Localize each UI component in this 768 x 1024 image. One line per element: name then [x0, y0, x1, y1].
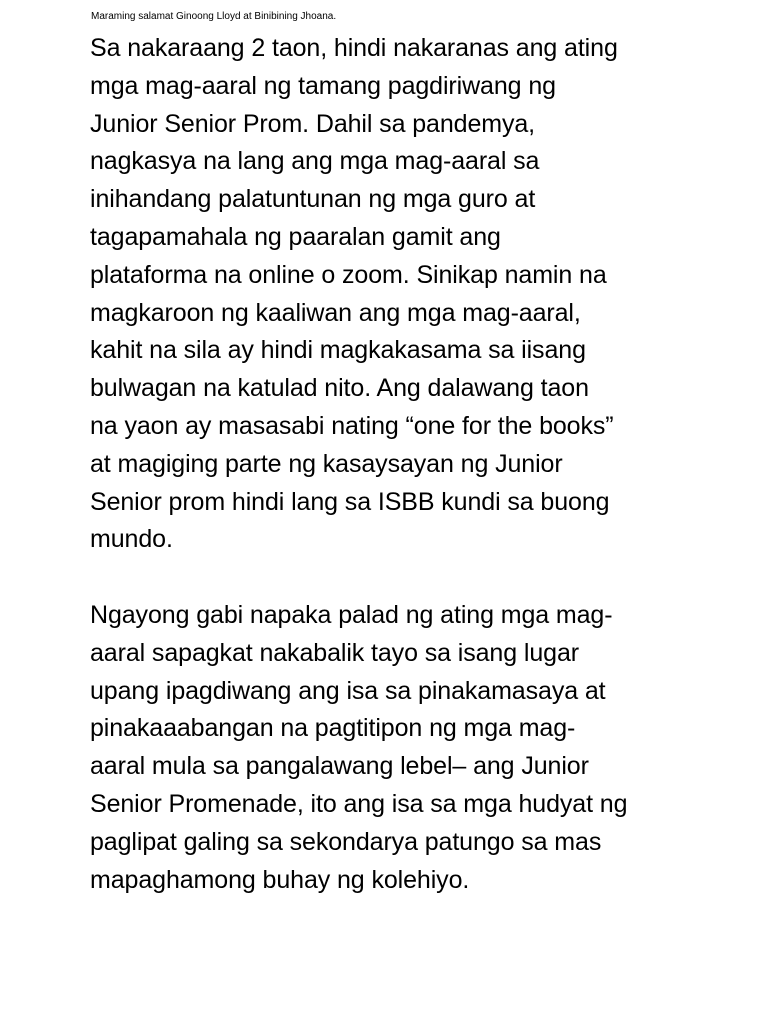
text-line: pinakaaabangan na pagtitipon ng mga mag- [90, 714, 576, 743]
text-line: Junior Senior Prom. Dahil sa pandemya, [90, 109, 536, 138]
text-line: Sa nakaraang 2 taon, hindi nakaranas ang ating [90, 34, 618, 62]
text-line: paglipat galing sa sekondarya patungo sa mas [90, 827, 602, 856]
text-line: aaral mula sa pangalawang lebel– ang Junior [90, 752, 589, 781]
text-line: Senior prom hindi lang sa ISBB kundi sa buong [90, 487, 610, 516]
text-line: aaral sapagkat nakabalik tayo sa isang lugar [90, 638, 579, 667]
text-line: magkaroon ng kaaliwan ang mga mag-aaral, [90, 298, 581, 327]
paragraph-1 [90, 30, 700, 559]
text-line: tagapamahala ng paaralan gamit ang [90, 222, 501, 251]
text-line: mundo. [90, 525, 173, 554]
text-line: na yaon ay masasabi nating “one for the books” [90, 411, 614, 440]
header-note: Maraming salamat Ginoong Lloyd at Binibining Jhoana. [91, 11, 337, 22]
paragraph-2 [90, 597, 700, 899]
text-line: Ngayong gabi napaka palad ng ating mga mag- [90, 600, 613, 629]
text-line: mga mag-aaral ng tamang pagdiriwang ng [90, 71, 556, 100]
text-line: plataforma na online o zoom. Sinikap namin na [90, 260, 607, 289]
text-line: at magiging parte ng kasaysayan ng Junior [90, 449, 563, 478]
body-text [90, 30, 700, 899]
text-line: bulwagan na katulad nito. Ang dalawang taon [90, 374, 589, 403]
text-line: kahit na sila ay hindi magkakasama sa iisang [90, 336, 586, 365]
text-line: nagkasya na lang ang mga mag-aaral sa [90, 147, 540, 176]
text-line: Senior Promenade, ito ang isa sa mga hudyat ng [90, 789, 628, 818]
text-line: inihandang palatuntunan ng mga guro at [90, 185, 536, 214]
text-line: mapaghamong buhay ng kolehiyo. [90, 865, 470, 894]
text-line: upang ipagdiwang ang isa sa pinakamasaya at [90, 676, 606, 705]
